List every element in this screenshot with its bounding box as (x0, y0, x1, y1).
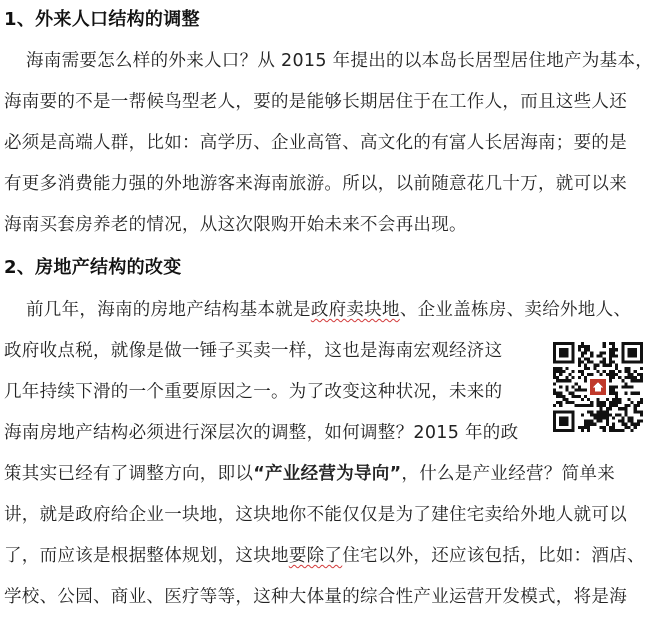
section-2-line-6: 讲，就是政府给企业一块地，这块地你不能仅仅是为了建住宅卖给外地人就可以 (4, 505, 627, 525)
section-2-line-4: 海南房地产结构必须进行深层次的调整，如何调整？2015 年的政 (4, 423, 519, 443)
text-run: 前几年，海南的房地产结构基本就是 (26, 300, 311, 320)
section-2-line-7 (4, 542, 645, 570)
section-1-line-2: 海南要的不是一帮候鸟型老人，要的是能够长期居住于在工作人，而且这些人还 (4, 92, 627, 112)
qr-code-icon[interactable] (553, 342, 643, 432)
bold-phrase: “产业经营为导向” (253, 464, 402, 484)
text-run: 了，而应该是根据整体规划，这块地 (4, 546, 289, 566)
text-run: 住宅以外，还应该包括，比如：酒店、 (342, 546, 645, 566)
spellcheck-underlined-text: 要除了 (288, 546, 343, 566)
text-run: ，什么是产业经营？简单来 (401, 464, 616, 484)
section-2-line-5 (4, 460, 615, 488)
section-1-line-4: 有更多消费能力强的外地游客来海南旅游。所以，以前随意花几十万，就可以来 (4, 174, 627, 194)
section-1-heading: 1、外来人口结构的调整 (4, 9, 200, 30)
text-run: 、企业盖栋房、卖给外地人、 (399, 300, 632, 320)
section-2-line-8: 学校、公园、商业、医疗等等，这种大体量的综合性产业运营开发模式，将是海 (4, 587, 627, 607)
qr-code-graphic (553, 342, 643, 432)
section-1-line-5: 海南买套房养老的情况，从这次限购开始未来不会再出现。 (4, 215, 467, 235)
section-1-line-1: 海南需要怎么样的外来人口？从 2015 年提出的以本岛长居型居住地产为基本， (26, 51, 654, 71)
section-2-heading: 2、房地产结构的改变 (4, 257, 182, 278)
section-2-line-2: 政府收点税，就像是做一锤子买卖一样，这也是海南宏观经济这 (4, 341, 503, 361)
section-2-line-1 (26, 296, 631, 324)
section-1-line-3: 必须是高端人群，比如：高学历、企业高管、高文化的有富人长居海南；要的是 (4, 133, 627, 153)
section-2-line-3: 几年持续下滑的一个重要原因之一。为了改变这种状况，未来的 (4, 382, 503, 402)
spellcheck-underlined-text: 政府卖块地 (310, 300, 400, 320)
text-run: 策其实已经有了调整方向，即以 (4, 464, 254, 484)
